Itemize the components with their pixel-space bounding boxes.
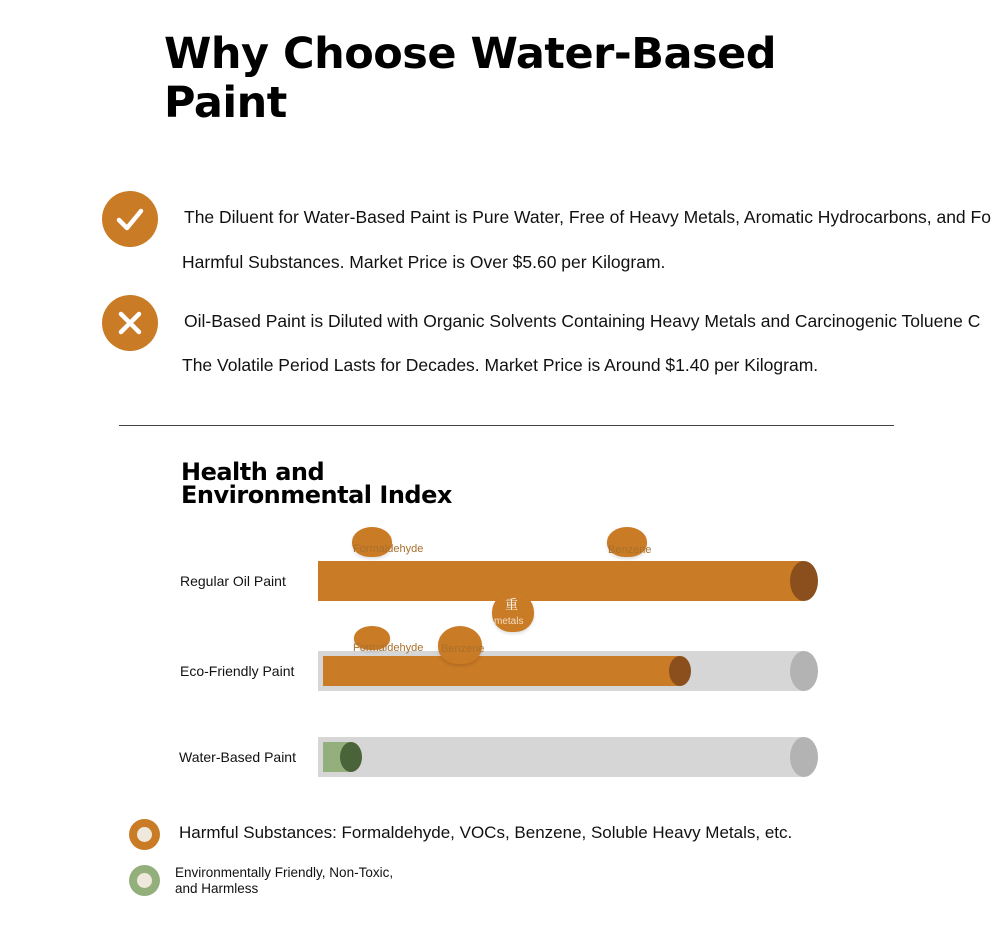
pro-statement-line-1: The Diluent for Water-Based Paint is Pure Water, Free of Heavy Metals, Aromatic Hydrocarbons, and Fo: [184, 207, 991, 227]
formaldehyde-label-oil: Formaldehyde: [353, 543, 424, 555]
cross-icon: [114, 307, 146, 339]
row-label-eco-paint: Eco-Friendly Paint: [180, 663, 295, 679]
bar-cap: [790, 561, 818, 601]
bar-fill-cap: [669, 656, 691, 686]
friendly-legend-line-2: and Harmless: [175, 881, 259, 896]
index-title-line-1: Health and: [181, 458, 325, 486]
benzene-label-eco: Benzene: [441, 643, 485, 655]
harmful-legend-dot: [129, 819, 160, 850]
cross-badge: [102, 295, 158, 351]
friendly-legend-text: [175, 865, 393, 897]
bar-fill: [323, 656, 680, 686]
check-badge: [102, 191, 158, 247]
heavy-metal-label: metals: [494, 616, 524, 627]
index-title: [181, 458, 452, 509]
row-label-oil-paint: Regular Oil Paint: [180, 573, 286, 589]
bar-track: [318, 737, 804, 777]
harmful-legend-text: Harmful Substances: Formaldehyde, VOCs, Benzene, Soluble Heavy Metals, etc.: [179, 823, 793, 842]
friendly-legend-line-1: Environmentally Friendly, Non-Toxic,: [175, 865, 394, 880]
benzene-label-oil: Benzene: [608, 544, 652, 556]
section-divider: [119, 425, 894, 426]
index-title-line-2: Environmental Index: [181, 481, 452, 509]
con-statement-line-1: Oil-Based Paint is Diluted with Organic Solvents Containing Heavy Metals and Carcinogenic Toluene C: [184, 311, 981, 331]
bar-track-end: [790, 737, 818, 777]
friendly-legend-dot: [129, 865, 160, 896]
check-icon: [114, 203, 146, 235]
pro-statement-line-2: Harmful Substances. Market Price is Over $5.60 per Kilogram.: [182, 252, 666, 272]
con-statement-line-2: The Volatile Period Lasts for Decades. Market Price is Around $1.40 per Kilogram.: [182, 355, 819, 375]
bar-fill: [318, 561, 804, 601]
formaldehyde-label-eco: Formaldehyde: [353, 642, 424, 654]
row-label-water-paint: Water-Based Paint: [179, 749, 296, 765]
page-title: Why Choose Water-Based Paint: [164, 29, 777, 128]
heavy-metal-char: 重: [505, 597, 519, 612]
bar-track-end: [790, 651, 818, 691]
